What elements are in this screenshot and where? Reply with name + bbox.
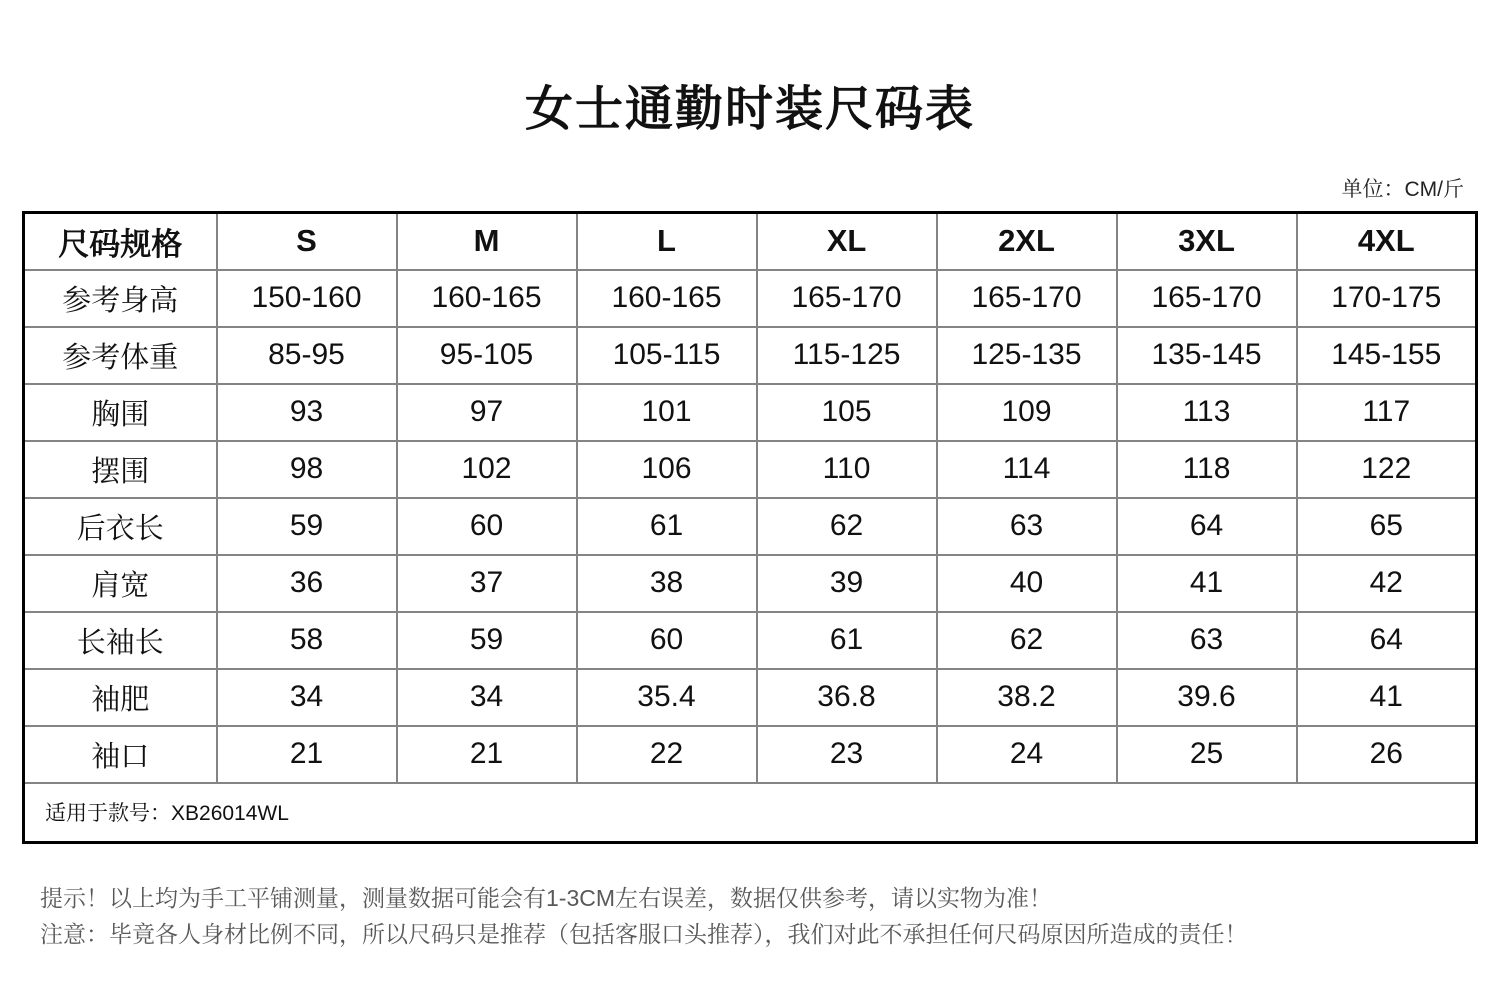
data-cell: 114 [937,441,1117,498]
data-cell: 65 [1297,498,1477,555]
data-cell: 125-135 [937,327,1117,384]
data-cell: 34 [217,669,397,726]
data-cell: 38.2 [937,669,1117,726]
table-footer-row [24,783,1477,843]
header-cell-m: M [397,213,577,270]
notes-section [22,880,1478,952]
data-cell: 21 [217,726,397,783]
data-cell: 165-170 [757,270,937,327]
data-cell: 160-165 [397,270,577,327]
data-cell: 160-165 [577,270,757,327]
table-row-sleeve-width [24,669,1477,726]
data-cell: 102 [397,441,577,498]
row-label: 参考体重 [24,327,217,384]
data-cell: 113 [1117,384,1297,441]
data-cell: 35.4 [577,669,757,726]
data-cell: 63 [937,498,1117,555]
data-cell: 39.6 [1117,669,1297,726]
page-title: 女士通勤时装尺码表 [524,83,975,136]
data-cell: 21 [397,726,577,783]
table-row-hem [24,441,1477,498]
row-label: 袖口 [24,726,217,783]
data-cell: 150-160 [217,270,397,327]
data-cell: 58 [217,612,397,669]
unit-label: 单位：CM/斤 [1341,178,1464,201]
table-row-back-length [24,498,1477,555]
note-tip: 提示！以上均为手工平铺测量，测量数据可能会有1-3CM左右误差，数据仅供参考，请以实物为准！ [40,885,1053,911]
header-cell-2xl: 2XL [937,213,1117,270]
header-cell-s: S [217,213,397,270]
row-label: 肩宽 [24,555,217,612]
data-cell: 62 [757,498,937,555]
header-cell-xl: XL [757,213,937,270]
data-cell: 61 [577,498,757,555]
header-cell-spec: 尺码规格 [24,213,217,270]
row-label: 长袖长 [24,612,217,669]
table-row-bust [24,384,1477,441]
data-cell: 135-145 [1117,327,1297,384]
data-cell: 22 [577,726,757,783]
row-label: 参考身高 [24,270,217,327]
data-cell: 39 [757,555,937,612]
data-cell: 41 [1297,669,1477,726]
data-cell: 59 [397,612,577,669]
data-cell: 101 [577,384,757,441]
data-cell: 64 [1297,612,1477,669]
data-cell: 36 [217,555,397,612]
header-cell-3xl: 3XL [1117,213,1297,270]
data-cell: 23 [757,726,937,783]
data-cell: 63 [1117,612,1297,669]
data-cell: 60 [397,498,577,555]
data-cell: 110 [757,441,937,498]
data-cell: 64 [1117,498,1297,555]
data-cell: 93 [217,384,397,441]
data-cell: 62 [937,612,1117,669]
row-label: 后衣长 [24,498,217,555]
data-cell: 85-95 [217,327,397,384]
data-cell: 118 [1117,441,1297,498]
data-cell: 36.8 [757,669,937,726]
data-cell: 40 [937,555,1117,612]
data-cell: 122 [1297,441,1477,498]
table-row-shoulder [24,555,1477,612]
data-cell: 95-105 [397,327,577,384]
header-cell-l: L [577,213,757,270]
data-cell: 59 [217,498,397,555]
row-label: 袖肥 [24,669,217,726]
data-cell: 106 [577,441,757,498]
data-cell: 34 [397,669,577,726]
data-cell: 41 [1117,555,1297,612]
header-row [24,213,1477,270]
note-warning: 注意：毕竟各人身材比例不同，所以尺码只是推荐（包括客服口头推荐），我们对此不承担任何尺码原因所造成的责任！ [40,921,1248,947]
row-label: 摆围 [24,441,217,498]
table-row-sleeve-length [24,612,1477,669]
table-row-cuff [24,726,1477,783]
table-row-weight [24,327,1477,384]
data-cell: 26 [1297,726,1477,783]
size-table [22,211,1478,844]
data-cell: 170-175 [1297,270,1477,327]
data-cell: 61 [757,612,937,669]
data-cell: 98 [217,441,397,498]
data-cell: 25 [1117,726,1297,783]
data-cell: 24 [937,726,1117,783]
data-cell: 105 [757,384,937,441]
data-cell: 165-170 [937,270,1117,327]
table-row-height [24,270,1477,327]
data-cell: 109 [937,384,1117,441]
data-cell: 105-115 [577,327,757,384]
data-cell: 165-170 [1117,270,1297,327]
data-cell: 38 [577,555,757,612]
data-cell: 115-125 [757,327,937,384]
data-cell: 37 [397,555,577,612]
applicable-model-label: 适用于款号：XB26014WL [24,783,1477,843]
data-cell: 42 [1297,555,1477,612]
data-cell: 117 [1297,384,1477,441]
data-cell: 60 [577,612,757,669]
row-label: 胸围 [24,384,217,441]
data-cell: 145-155 [1297,327,1477,384]
data-cell: 97 [397,384,577,441]
header-cell-4xl: 4XL [1297,213,1477,270]
